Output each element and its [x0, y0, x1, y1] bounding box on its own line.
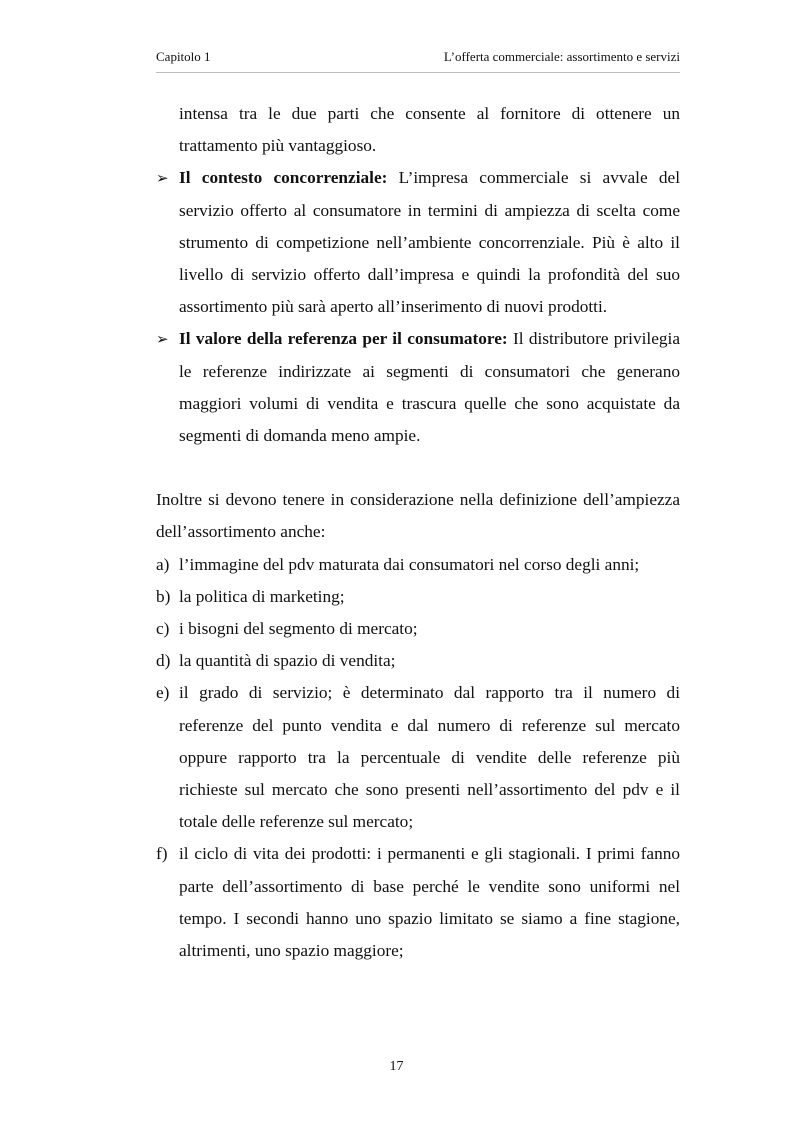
bullet-text: L’impresa commerciale si avvale del servizio offerto al consumatore in termini di ampiezza di scelta come strumento di competizione nell’ambiente concorrenziale. Più è alto il livello di servizio offerto dall’impresa e quindi la profondità del suo assortimento più sarà aperto all’inserimento di nuovi prodotti. — [179, 168, 680, 317]
list-item — [156, 549, 680, 581]
list-marker: a) — [156, 554, 170, 574]
list-text: il ciclo di vita dei prodotti: i permanenti e gli stagionali. I primi fanno parte dell’assortimento di base perché le vendite sono uniformi nel tempo. I secondi hanno uno spazio limitato se siamo a fine stagione, altrimenti, uno spazio maggiore; — [179, 844, 680, 961]
bullet-title: Il contesto concorrenziale: — [179, 168, 388, 188]
list-text: la quantità di spazio di vendita; — [179, 651, 396, 671]
arrow-bullet-icon: ➢ — [156, 330, 169, 349]
page-number: 17 — [389, 1059, 404, 1074]
list-item — [156, 645, 680, 677]
header-divider — [156, 72, 680, 73]
list-text: i bisogni del segmento di mercato; — [179, 619, 418, 639]
bullet-text: Il distributore privilegia le referenze indirizzate ai segmenti di consumatori che generano maggiori volumi di vendita e trascura quelle che sono acquistate da segmenti di domanda meno ampie. — [179, 329, 681, 446]
list-text: il grado di servizio; è determinato dal rapporto tra il numero di referenze del punto vendita e dal numero di referenze sul mercato oppure rapporto tra la percentuale di vendite delle referenze più richieste sul mercato che sono presenti nell’assortimento del pdv e il totale delle referenze sul mercato; — [179, 683, 680, 832]
page-body — [156, 98, 680, 967]
list-marker: c) — [156, 619, 170, 639]
bullet-title: Il valore della referenza per il consumatore: — [179, 329, 508, 349]
intro-paragraph: Inoltre si devono tenere in considerazione nella definizione dell’ampiezza dell’assortimento anche: — [156, 490, 680, 542]
list-text: la politica di marketing; — [179, 586, 345, 606]
list-text: l’immagine del pdv maturata dai consumatori nel corso degli anni; — [179, 554, 640, 574]
list-item — [156, 677, 680, 838]
arrow-bullet-icon: ➢ — [156, 169, 169, 188]
bullet-item-contesto — [156, 162, 680, 323]
list-marker: b) — [156, 586, 171, 606]
chapter-title: L’offerta commerciale: assortimento e servizi — [443, 49, 680, 64]
bullet-item-valore — [156, 323, 680, 452]
paragraph-gap — [156, 452, 680, 484]
list-item — [156, 581, 680, 613]
list-item — [156, 613, 680, 645]
continued-paragraph: intensa tra le due parti che consente al fornitore di ottenere un trattamento più vantaggioso. — [179, 104, 680, 156]
list-item — [156, 838, 680, 967]
list-marker: d) — [156, 651, 171, 671]
list-marker: e) — [156, 683, 170, 703]
chapter-label: Capitolo 1 — [156, 49, 211, 64]
list-marker: f) — [156, 844, 168, 864]
